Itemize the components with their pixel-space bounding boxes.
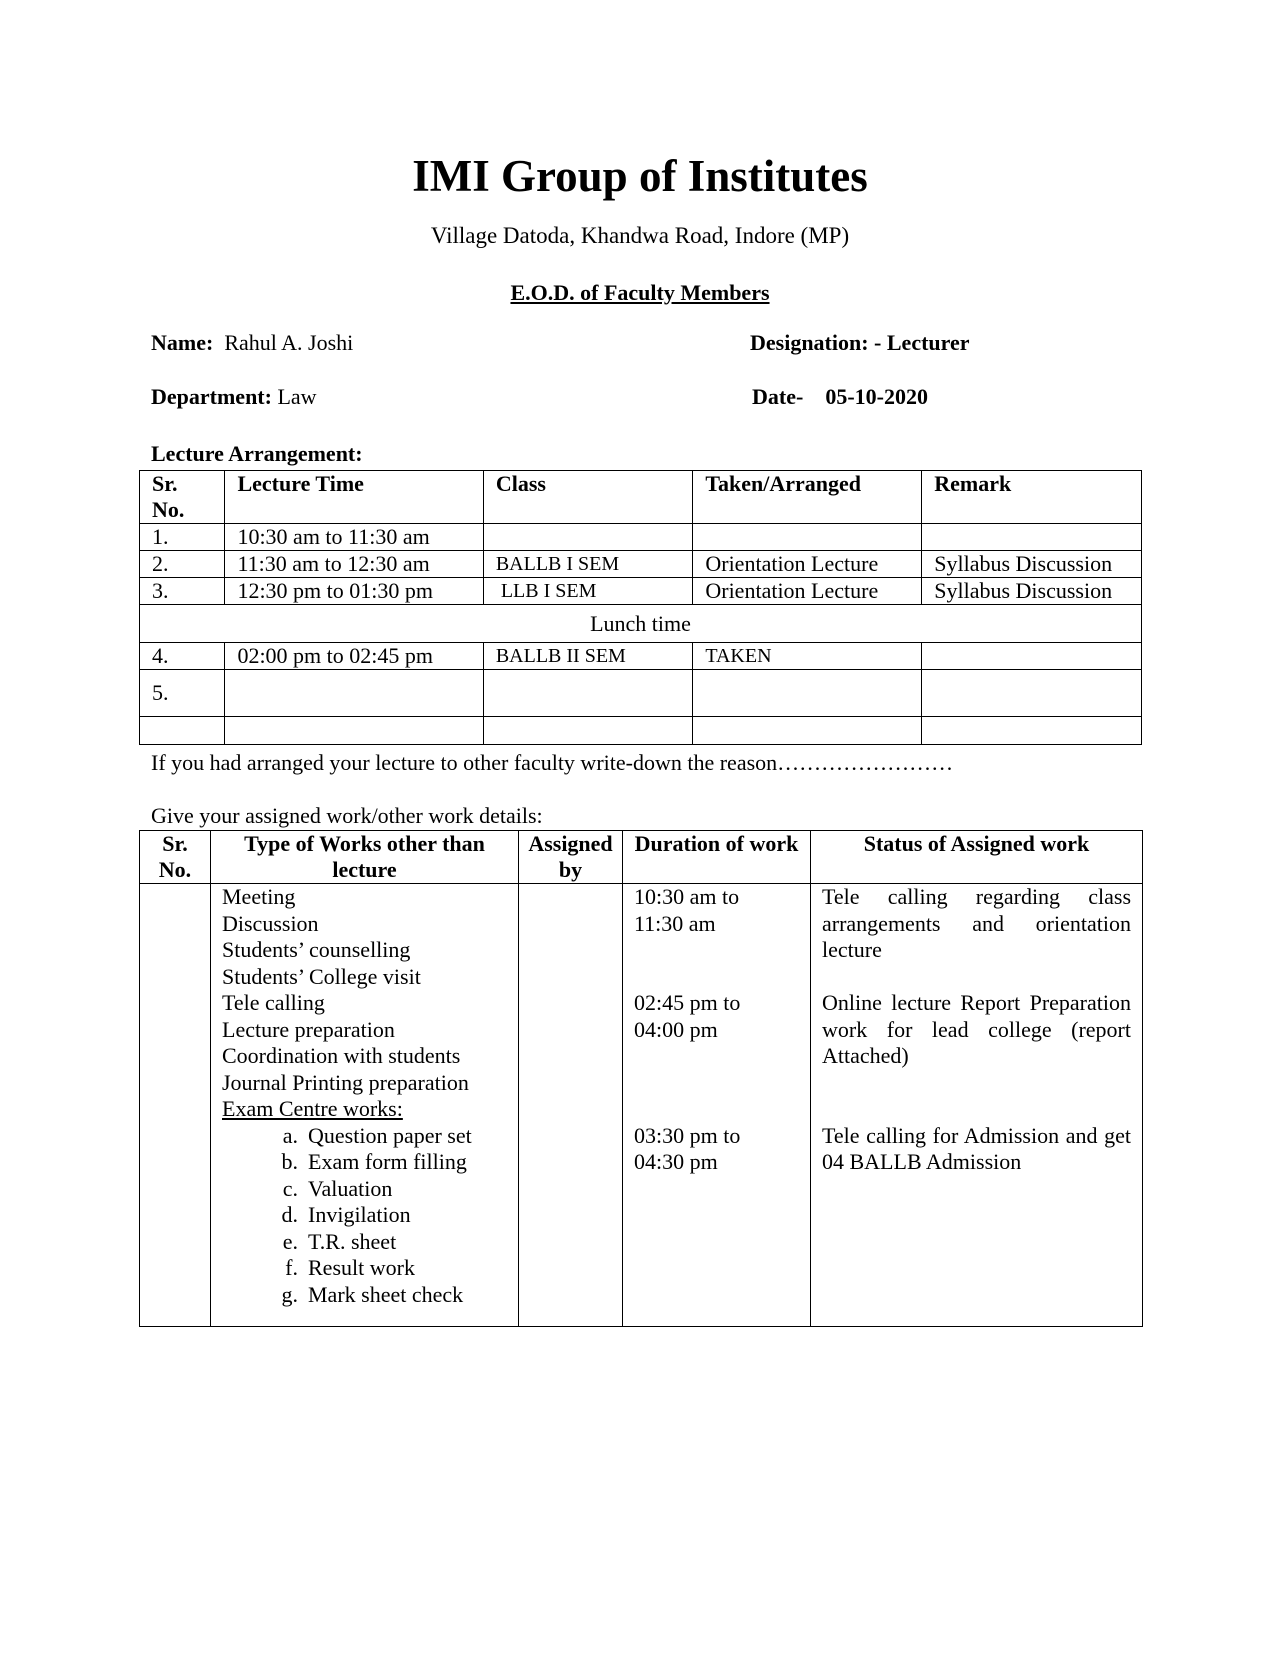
list-item: f. Result work [285, 1255, 415, 1280]
date-field [752, 384, 928, 410]
cell [693, 717, 922, 745]
cell-durations [623, 884, 811, 1327]
cell: 02:00 pm to 02:45 pm [225, 643, 483, 670]
designation-label: Designation: - Lecturer [750, 330, 970, 355]
cell: 10:30 am to 11:30 am [225, 524, 483, 551]
date-label: Date- [752, 384, 804, 409]
list-item: d. Invigilation [281, 1202, 411, 1227]
cell [693, 524, 922, 551]
table-row [140, 578, 1142, 605]
cell: LLB I SEM [483, 578, 693, 605]
cell: 4. [140, 643, 225, 670]
list-item: a. Question paper set [282, 1122, 472, 1148]
header-duration: Duration of work [623, 831, 811, 884]
table-row [140, 524, 1142, 551]
lecture-arrangement-label: Lecture Arrangement: [151, 441, 363, 466]
cell: TAKEN [693, 643, 922, 670]
cell: Syllabus Discussion [922, 551, 1142, 578]
duration-entry: 02:45 pm to 04:00 pm [634, 990, 741, 1042]
list-item: Coordination with students [222, 1043, 461, 1068]
header-type-of-works: Type of Works other than lecture [211, 831, 519, 884]
institute-address: Village Datoda, Khandwa Road, Indore (MP) [430, 223, 850, 248]
cell [483, 717, 693, 745]
table-row-empty [140, 717, 1142, 745]
table-row [140, 670, 1142, 717]
cell [225, 717, 483, 745]
table-header-row [140, 831, 1143, 884]
cell [922, 717, 1142, 745]
lecture-arrangement-table [139, 470, 1142, 745]
header-remark: Remark [922, 471, 1142, 524]
cell-assigned-by [519, 884, 623, 1327]
table-row [140, 551, 1142, 578]
duration-entry: 10:30 am to 11:30 am [634, 884, 740, 936]
list-item: Meeting [222, 884, 296, 909]
department-field [151, 384, 317, 410]
header-lecture-time: Lecture Time [225, 471, 483, 524]
cell: 3. [140, 578, 225, 605]
lunch-time-cell: Lunch time [140, 605, 1142, 643]
cell: BALLB II SEM [483, 643, 693, 670]
cell-work-types [211, 884, 519, 1327]
exam-sub-list [222, 1123, 507, 1309]
designation-field [750, 330, 970, 356]
cell: 5. [140, 670, 225, 717]
cell [922, 524, 1142, 551]
cell: 11:30 am to 12:30 am [225, 551, 483, 578]
assigned-work-table [139, 830, 1143, 1327]
header-assigned-by: Assigned by [519, 831, 623, 884]
name-label: Name: [151, 330, 214, 355]
name-value: Rahul A. Joshi [224, 330, 354, 355]
cell: Orientation Lecture [693, 551, 922, 578]
header-class: Class [483, 471, 693, 524]
list-item: Students’ College visit [222, 963, 421, 989]
table-row [140, 884, 1143, 1327]
duration-entry: 03:30 pm to 04:30 pm [634, 1122, 741, 1174]
cell [483, 524, 693, 551]
cell-statuses [811, 884, 1143, 1327]
header-taken-arranged: Taken/Arranged [693, 471, 922, 524]
cell-sr-no [140, 884, 211, 1327]
list-item: Students’ counselling [222, 937, 411, 962]
list-item: b. Exam form filling [281, 1149, 467, 1174]
department-label: Department: [151, 384, 272, 409]
cell [140, 717, 225, 745]
cell [922, 670, 1142, 717]
list-item: Tele calling [222, 990, 325, 1015]
status-entry: Tele calling regarding class arrangements and orientation lecture [822, 884, 1131, 962]
cell: Syllabus Discussion [922, 578, 1142, 605]
cell: 12:30 pm to 01:30 pm [225, 578, 483, 605]
cell: Orientation Lecture [693, 578, 922, 605]
status-entry: Online lecture Report Preparation work for lead college (report Attached) [822, 990, 1131, 1068]
list-item: Discussion [222, 910, 319, 936]
header-sr-no: Sr. No. [140, 471, 225, 524]
cell: 2. [140, 551, 225, 578]
form-title: E.O.D. of Faculty Members [510, 280, 770, 305]
cell [225, 670, 483, 717]
list-item: c. Valuation [282, 1175, 393, 1201]
list-item: Lecture preparation [222, 1016, 395, 1042]
department-value: Law [277, 384, 317, 409]
status-entry: Tele calling for Admission and get 04 BALLB Admission [822, 1122, 1131, 1174]
table-row [140, 643, 1142, 670]
cell [922, 643, 1142, 670]
header-status: Status of Assigned work [811, 831, 1143, 884]
work-details-label: Give your assigned work/other work details: [151, 803, 543, 828]
date-value: 05-10-2020 [825, 384, 928, 409]
list-item: g. Mark sheet check [281, 1281, 464, 1307]
cell [693, 670, 922, 717]
name-field [151, 330, 353, 356]
reason-text: If you had arranged your lecture to other faculty write-down the reason…………………… [151, 750, 954, 775]
exam-centre-label: Exam Centre works: [222, 1096, 403, 1121]
cell [483, 670, 693, 717]
lunch-row [140, 605, 1142, 643]
cell: BALLB I SEM [483, 551, 693, 578]
list-item: e. T.R. sheet [282, 1228, 397, 1254]
table-header-row [140, 471, 1142, 524]
institute-title: IMI Group of Institutes [412, 151, 868, 201]
cell: 1. [140, 524, 225, 551]
list-item: Journal Printing preparation [222, 1069, 469, 1095]
header-sr-no: Sr. No. [140, 831, 211, 884]
